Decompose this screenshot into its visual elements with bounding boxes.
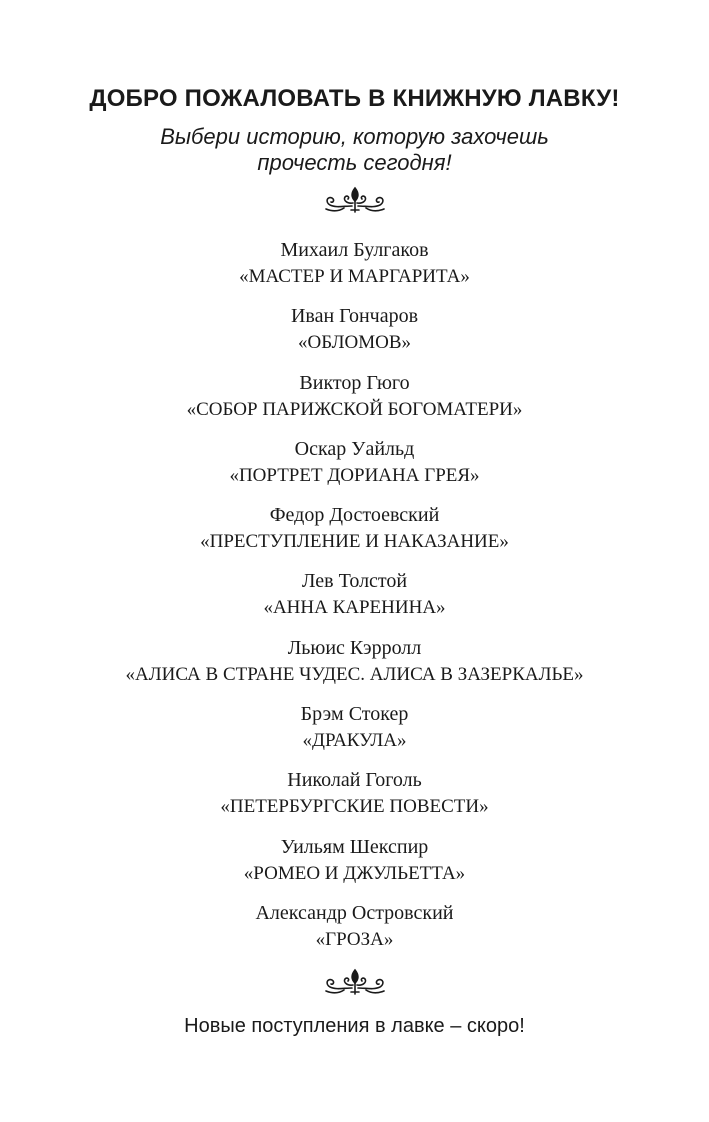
book-entry [0,436,709,502]
book-title: «ПРЕСТУПЛЕНИЕ И НАКАЗАНИЕ» [200,531,509,553]
book-title: «АННА КАРЕНИНА» [263,597,446,619]
book-title: «ПЕТЕРБУРГСКИЕ ПОВЕСТИ» [220,796,489,818]
book-entry [0,701,709,767]
book-author: Александр Островский [255,901,454,924]
book-title: «АЛИСА В СТРАНЕ ЧУДЕС. АЛИСА В ЗАЗЕРКАЛЬЕ» [125,663,584,685]
book-author: Брэм Стокер [300,703,409,726]
book-entry [0,568,709,634]
subtitle-line-2: прочесть сегодня! [257,150,452,175]
book-author: Оскар Уайльд [294,437,415,460]
book-title: «РОМЕО И ДЖУЛЬЕТТА» [243,862,466,884]
book-entry [0,237,709,303]
book-title: «ДРАКУЛА» [302,730,407,752]
book-title: «ГРОЗА» [315,928,394,950]
footer-note: Новые поступления в лавке – скоро! [184,1015,525,1037]
page-subtitle [0,124,709,176]
book-entry [0,635,709,701]
fleuron-ornament-icon [322,184,388,218]
book-entry [0,900,709,966]
book-entry [0,834,709,900]
book-author: Виктор Гюго [299,371,410,394]
book-author: Льюис Кэрролл [287,636,422,659]
subtitle-line-1: Выбери историю, которую захочешь [160,124,549,149]
book-author: Уильям Шекспир [280,835,429,858]
book-list [0,237,709,966]
book-author: Лев Толстой [301,570,408,593]
book-title: «СОБОР ПАРИЖСКОЙ БОГОМАТЕРИ» [186,398,523,420]
book-author: Николай Гоголь [287,769,422,792]
book-entry [0,370,709,436]
page-title: ДОБРО ПОЖАЛОВАТЬ В КНИЖНУЮ ЛАВКУ! [89,85,620,112]
book-entry [0,303,709,369]
fleuron-ornament-icon [322,966,388,1000]
book-entry [0,767,709,833]
book-title: «МАСТЕР И МАРГАРИТА» [239,266,470,287]
book-title: «ОБЛОМОВ» [297,332,412,354]
book-author: Михаил Булгаков [280,239,429,261]
book-title: «ПОРТРЕТ ДОРИАНА ГРЕЯ» [229,464,480,486]
book-author: Федор Достоевский [269,504,440,527]
book-author: Иван Гончаров [290,305,419,328]
book-entry [0,502,709,568]
